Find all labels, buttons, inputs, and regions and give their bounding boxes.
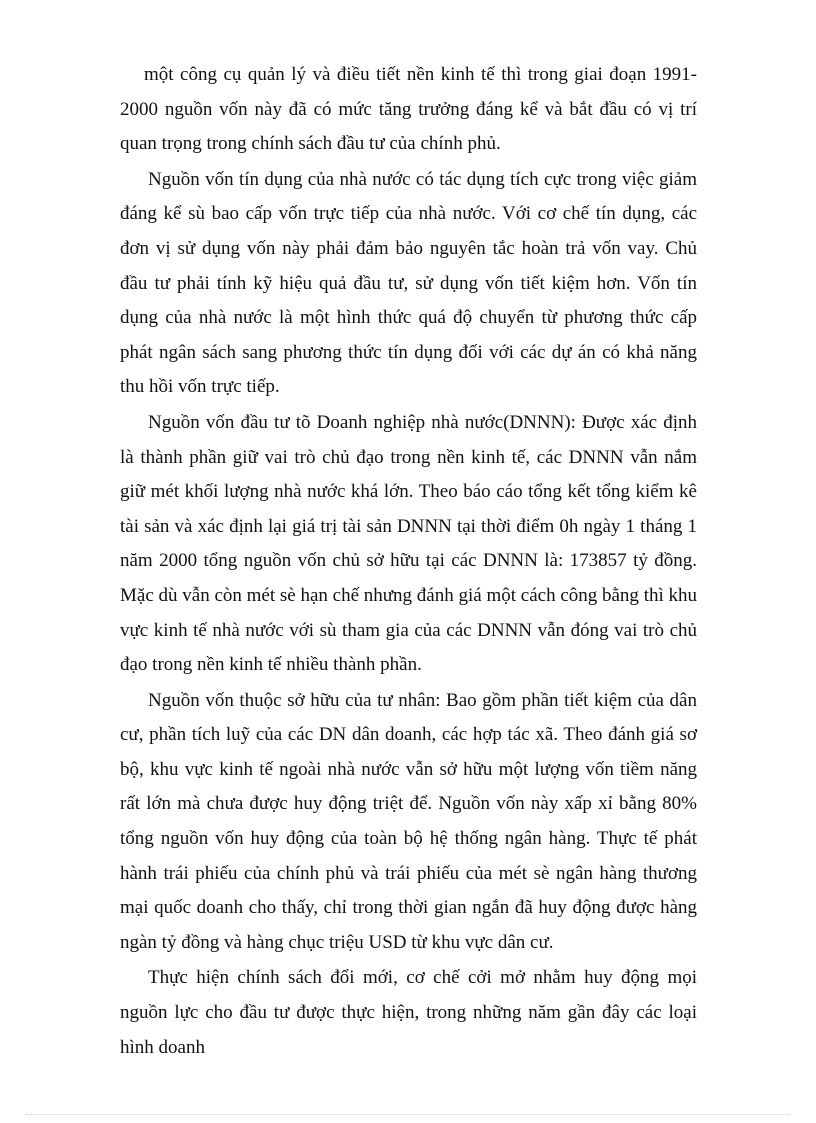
paragraph-state-credit-capital: Nguồn vốn tín dụng của nhà nước có tác dụng tích cực trong việc giảm đáng kể sù bao cấp vốn trực tiếp của nhà nước. Với cơ chế tín dụng, các đơn vị sử dụng vốn này phải đảm bảo nguyên tắc hoàn trả vốn vay. Chủ đầu tư phải tính kỹ hiệu quả đầu tư, sử dụng vốn tiết kiệm hơn. Vốn tín dụng của nhà nước là một hình thức quá độ chuyển từ phương thức cấp phát ngân sách sang phương thức tín dụng đối với các dự án có khả năng thu hồi vốn trực tiếp. [120, 168, 697, 398]
paragraph-state-budget-continued: một công cụ quản lý và điều tiết nền kinh tế thì trong giai đoạn 1991-2000 nguồn vốn này đã có mức tăng trưởng đáng kể và bắt đầu có vị trí quan trọng trong chính sách đầu tư của chính phủ. [120, 64, 697, 155]
paragraph-reform-policy: Thực hiện chính sách đổi mới, cơ chế cởi mở nhằm huy động mọi nguồn lực cho đầu tư được thực hiện, trong những năm gần đây các loại hình doanh [120, 967, 697, 1058]
paragraph-private-capital: Nguồn vốn thuộc sở hữu của tư nhân: Bao gồm phần tiết kiệm của dân cư, phần tích luỹ của các DN dân doanh, các hợp tác xã. Theo đánh giá sơ bộ, khu vực kinh tế ngoài nhà nước vẫn sở hữu một lượng vốn tiềm năng rất lớn mà chưa được huy động triệt để. Nguồn vốn này xấp xỉ bằng 80% tổng nguồn vốn huy động của toàn bộ hệ thống ngân hàng. Thực tế phát hành trái phiếu của chính phủ và trái phiếu của mét sè ngân hàng thương mại quốc doanh cho thấy, chỉ trong thời gian ngắn đã huy động được hàng ngàn tỷ đồng và hàng chục triệu USD từ khu vực dân cư. [120, 689, 697, 953]
page-bottom-divider [26, 1114, 790, 1115]
document-body [120, 58, 697, 1065]
paragraph-soe-capital: Nguồn vốn đầu tư tõ Doanh nghiệp nhà nước(DNNN): Được xác định là thành phần giữ vai trò chủ đạo trong nền kinh tế, các DNNN vẫn nắm giữ mét khối lượng nhà nước khá lớn. Theo báo cáo tổng kết tổng kiểm kê tài sản và xác định lại giá trị tài sản DNNN tại thời điểm 0h ngày 1 tháng 1 năm 2000 tổng nguồn vốn chủ sở hữu tại các DNNN là: 173857 tỷ đồng. Mặc dù vẫn còn mét sè hạn chế nhưng đánh giá một cách công bằng thì khu vực kinh tế nhà nước với sù tham gia của các DNNN vẫn đóng vai trò chủ đạo trong nền kinh tế nhiều thành phần. [120, 411, 697, 676]
